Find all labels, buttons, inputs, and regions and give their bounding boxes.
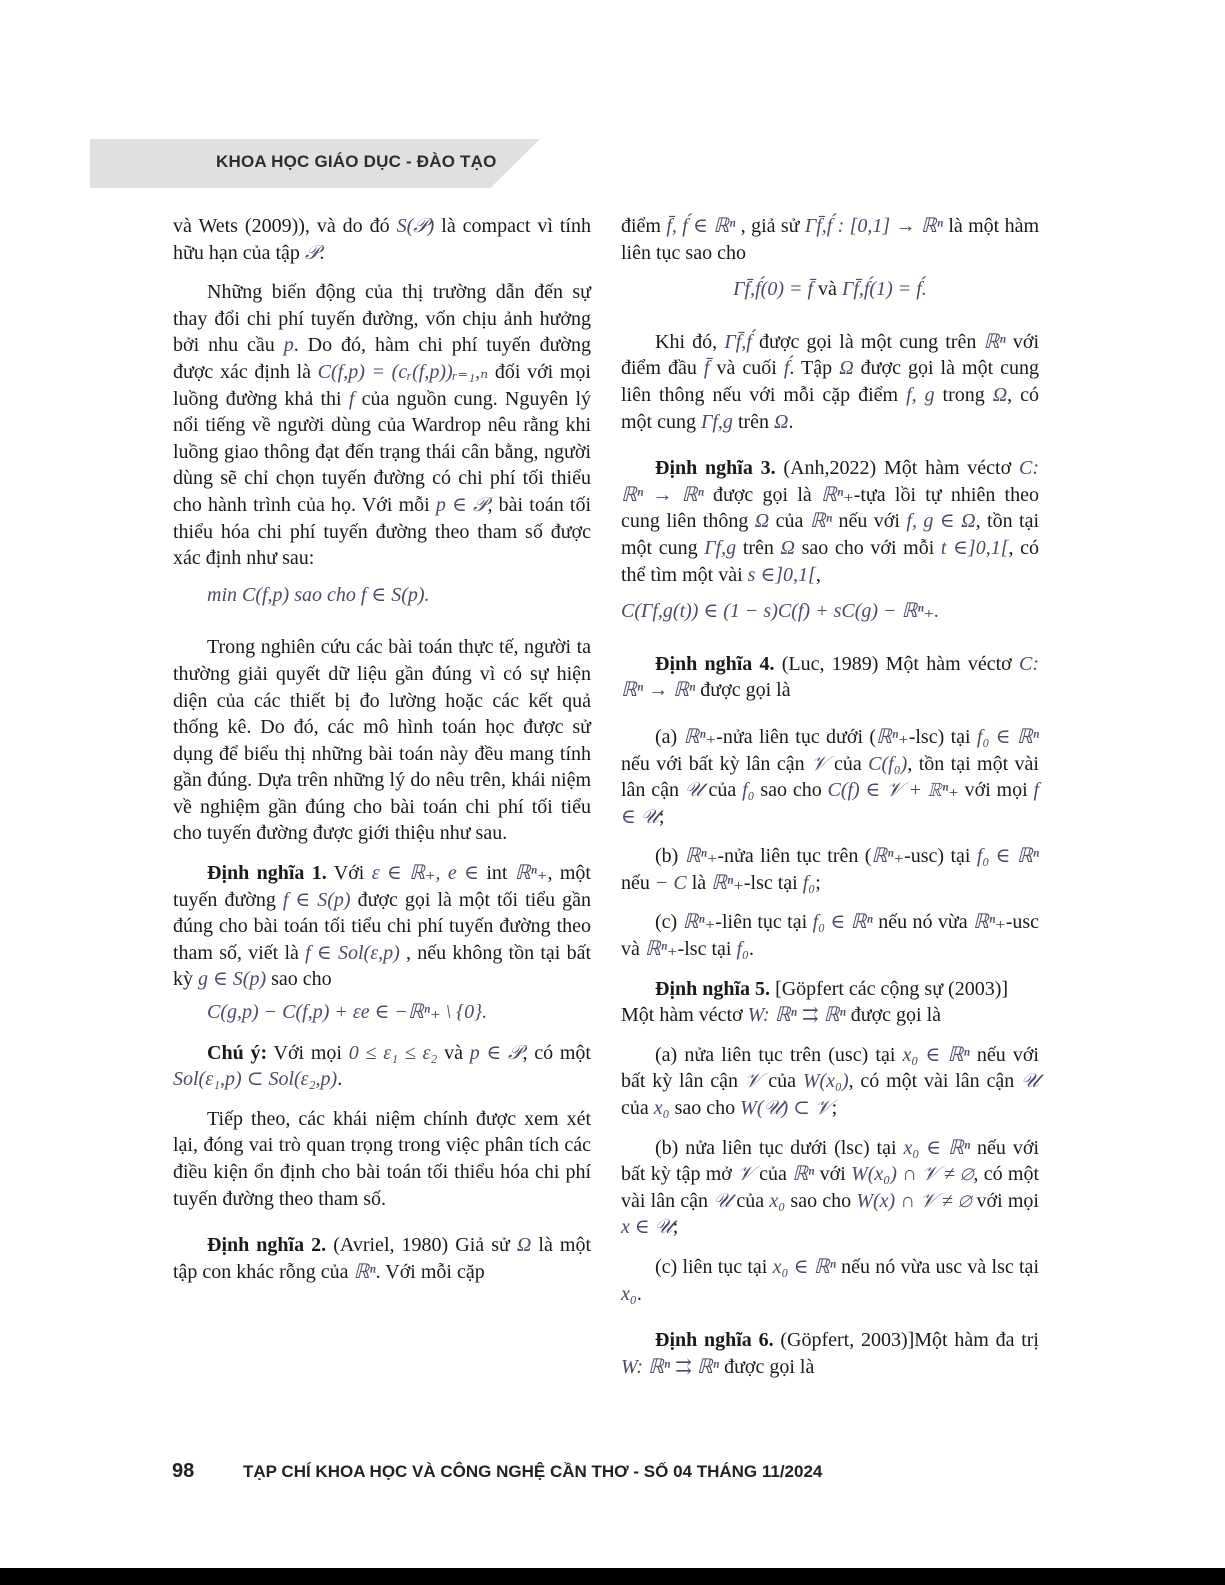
text: , [815,563,821,586]
section-header: KHOA HỌC GIÁO DỤC - ĐÀO TẠO [216,152,497,171]
text: -nửa liên tục trên ( [717,845,872,868]
text: nếu với [832,510,907,533]
page-number: 98 [172,1460,195,1482]
math: x₀ [653,1097,670,1120]
definition-5-item-b [621,1135,1039,1241]
text: đối với mọi luồng đường khả thi [173,360,591,410]
text: nếu nó vừa [872,911,973,934]
text: . Do đó, hàm chi phí tuyến đường được xác định là [173,334,592,383]
math: S(𝒫) [396,215,435,237]
text: và [437,1041,470,1064]
equation-min-cost: min C(f,p) sao cho f ∈ S(p). [207,583,430,606]
math: f₀ [742,779,755,802]
text: với điểm đầu [621,330,1040,380]
definition-5-item-a [621,1042,1039,1122]
equation-quasiconvex: C(Γf,g(t)) ∈ (1 − s)C(f) + sC(g) − ℝⁿ₊. [621,600,940,623]
text: -lsc) tại [908,725,977,748]
text: Với [326,862,372,885]
math: ℝⁿ₊ [871,845,905,868]
math: ℝⁿ₊ [682,911,716,934]
text: . [319,241,325,264]
math: x ∈ 𝒰 [621,1216,673,1239]
text: là một tập con khác rỗng của [173,1234,591,1283]
definition-3 [621,455,1039,588]
text: , có một cung [621,383,1039,433]
math: f₀ ∈ ℝⁿ [976,725,1040,748]
math: 𝒫 [304,241,320,264]
math: C(f,p) = (cᵣ(f,p))ᵣ₌₁,ₙ [317,360,489,383]
text: với mọi [958,779,1034,802]
text: (c) [655,911,683,934]
math: f, g ∈ Ω [906,510,976,533]
text: với mọi [971,1189,1039,1212]
text: . [337,1068,343,1091]
math: f₀ [736,938,749,961]
math: Γf̄,f́(0) = f̄ [733,278,814,301]
math: g ∈ S(p) [198,968,267,991]
definition-4 [621,651,1039,704]
right-column [621,213,1039,1393]
math: f, g [906,383,935,406]
text: , có một vài lân cận [621,1163,1040,1212]
math: ℝⁿ [809,510,833,533]
equation-arc-endpoints [621,276,1039,303]
math: p ∈ 𝒫 [435,493,488,516]
math: 𝒱 [810,752,828,775]
text: [Göpfert các cộng sự (2003)] Một hàm véctơ [621,977,1009,1027]
math: Ω [774,410,789,433]
math: p ∈ 𝒫 [469,1041,523,1064]
math: p [283,334,294,357]
definition-4-item-b [621,843,1039,896]
text: , một tuyến đường [173,862,591,911]
text: . Tập [789,357,840,380]
text: (Avriel, 1980) Giả sử [326,1234,517,1257]
text: được gọi là [695,679,791,702]
text: được gọi là [845,1004,942,1027]
math: − C [654,871,687,894]
text: -tựa lồi tự nhiên theo cung liên thông [621,483,1039,533]
text: là compact vì tính hữu hạn của tập [173,215,591,264]
math: W: ℝⁿ ⇉ ℝⁿ [747,1004,846,1027]
text: sao cho với mỗi [795,536,941,559]
text: sao cho [754,779,828,802]
definition-2 [173,1232,591,1285]
math: f₀ ∈ ℝⁿ [812,911,873,934]
math: 0 ≤ ε₁ ≤ ε₂ [348,1041,438,1064]
math: ℝⁿ₊ [684,845,718,868]
math: Ω [780,536,795,559]
text: -nửa liên tục dưới ( [716,725,876,748]
text: , bài toán tối thiểu hóa chi phí tuyến đường theo tham số được xác định như sau: [173,493,592,570]
math: f ∈ Sol(ε,p) [305,941,400,964]
text: , có một [522,1041,591,1064]
text: được gọi là một cung liên thông nếu với mỗi cặp điểm [621,357,1040,406]
math: Γf,g [704,536,737,559]
text: sao cho [266,968,332,991]
math: W(x₀) ∩ 𝒱 ≠ ∅ [851,1163,974,1186]
paragraph: Trong nghiên cứu các bài toán thực tế, người ta thường giải quyết dữ liệu gần đúng vì có sự hiện diện của các thiết bị đo lường hoặc các kết quả thống kê. Do đó, các mô hình toán học được sử dụng để biểu thị những bài toán này đều mang tính gần đúng. Dựa trên những lý do nêu trên, khái niệm về nghiệm gần đúng cho bài toán chi phí tối tiểu cho tuyến đường được giới thiệu như sau. [173,636,591,845]
math: Γf̄,f́ [724,330,752,353]
text: với [814,1163,852,1186]
text: (b) [655,845,685,868]
math: 𝒰 [1021,1070,1039,1093]
text: của [761,1070,803,1093]
math: 𝒱 [737,1163,754,1186]
text: Những biến động của thị trường dẫn đến sự thay đổi chi phí tuyến đường, vốn chịu ảnh hưởng bởi nhu cầu [173,281,591,357]
math: W(x) ∩ 𝒱 ≠ ∅ [856,1189,972,1212]
math: f̄, f́ ∈ ℝⁿ [666,215,736,237]
math: f́ [783,357,790,380]
text: -liên tục tại [715,911,813,934]
text: điểm [621,215,667,237]
text: (b) nửa liên tục dưới (lsc) tại [655,1136,904,1159]
math: f₀ ∈ ℝⁿ [976,845,1039,868]
text: của [753,1163,793,1186]
math: C(f₀) [868,752,908,775]
text: của [702,779,743,802]
text: -usc và [621,911,1040,961]
text: ; [815,871,821,894]
math: C: ℝⁿ → ℝⁿ [621,457,1039,506]
math: C(f) ∈ 𝒱 + ℝⁿ₊ [827,779,959,802]
text: , tồn tại một cung [621,510,1040,559]
text: ; [831,1097,838,1120]
math: Γf̄,f́ : [0,1] → ℝⁿ [804,215,944,237]
math: t ∈]0,1[ [940,536,1009,559]
text: của [769,510,810,533]
math: W: ℝⁿ ⇉ ℝⁿ [621,1355,720,1378]
equation-approx-min: C(g,p) − C(f,p) + εe ∈ −ℝⁿ₊ \ {0}. [207,1001,488,1024]
text: (c) liên tục tại [655,1256,773,1278]
text: được gọi là một cung trên [751,330,984,353]
text: trên [732,410,775,433]
text: , tồn tại một vài lân cận [621,752,1039,802]
text: được gọi là [719,1355,815,1378]
text: . Với mỗi cặp [375,1260,485,1283]
definition-label: Định nghĩa 1. [207,862,327,885]
definition-6 [621,1327,1039,1380]
text: là [686,871,712,894]
text: , có một vài lân cận [848,1070,1021,1093]
text: sao cho [785,1189,857,1212]
text: được gọi là [703,483,822,506]
left-column [173,213,591,1298]
paragraph [173,213,591,266]
math: Ω [754,510,770,533]
text: trong [934,383,993,406]
text: nếu [621,871,655,894]
math: Ω [839,357,854,380]
text: (Anh,2022) Một hàm véctơ [775,457,1019,480]
text: , có thể tìm một vài [621,536,1039,586]
math: 𝒰 [684,779,703,802]
note-label: Chú ý: [207,1041,268,1064]
math: Ω [516,1234,532,1257]
text: và [813,278,842,301]
math: s ∈]0,1[ [747,563,816,586]
text: được gọi là một tối tiểu gần đúng cho bài toán tối tiểu chi phí tuyến đường theo tham số, viết là [173,888,591,964]
text: -lsc tại [677,938,737,961]
text: Khi đó, [655,330,725,353]
math: 𝒱 [744,1070,762,1093]
text: . [636,1282,642,1305]
definition-label: Định nghĩa 6. [655,1329,774,1352]
math: x₀ ∈ ℝⁿ [902,1043,970,1066]
math: x₀ [621,1282,637,1305]
math: ℝⁿ₊ [821,483,854,506]
text: . [748,938,754,961]
journal-footer: TẠP CHÍ KHOA HỌC VÀ CÔNG NGHỆ CẦN THƠ - SỐ 04 THÁNG 11/2024 [243,1462,823,1481]
text: (Göpfert, 2003)]Một hàm đa trị [773,1329,1039,1352]
math: ℝⁿ₊ [711,871,744,894]
math: W(𝒰) ⊂ 𝒱 [740,1097,832,1120]
math: ℝⁿ [983,330,1006,353]
math: f [348,387,355,410]
text: nếu với bất kỳ tập mở [621,1136,1039,1186]
definition-1 [173,860,591,993]
text: và cuối [709,357,784,380]
math: C: ℝⁿ → ℝⁿ [621,652,1039,702]
text: ; [672,1216,679,1239]
text: , nếu không tồn tại bất kỳ [173,941,591,991]
definition-label: Định nghĩa 2. [207,1234,327,1257]
math: x₀ ∈ ℝⁿ [903,1136,971,1159]
math: ℝⁿ₊ [644,938,678,961]
paragraph [173,279,591,572]
math: x₀ ∈ ℝⁿ [772,1256,836,1278]
text: (a) nửa liên tục trên (usc) tại [655,1043,903,1066]
text: nếu với bất kỳ lân cận [621,752,811,775]
math: Γf,g [701,410,733,433]
text: của [621,1097,654,1120]
math: Sol(ε₁,p) ⊂ Sol(ε₂,p) [173,1068,338,1091]
text: -lsc tại [743,871,803,894]
text: của nguồn cung. Nguyên lý nổi tiếng về người dùng của Wardrop nêu rằng khi luồng giao thông đạt đến trạng thái cân bằng, người dùng sẽ chỉ chọn tuyến đường có chi phí tối thiểu cho hành trình của họ. Với mỗi [173,387,591,516]
math: ℝⁿ₊ [972,911,1006,934]
math: ℝⁿ [792,1163,815,1186]
definition-4-item-c [621,909,1039,962]
text: -usc) tại [904,845,977,868]
math: f̄ [703,357,710,380]
text: và Wets (2009)), và do đó [173,215,397,237]
definition-label: Định nghĩa 3. [655,457,776,480]
math: 𝒰 [713,1189,732,1212]
text: ; [658,805,665,828]
text: Với mọi [267,1041,349,1064]
math: Γf̄,f́(1) = f́. [841,278,927,301]
text: , giả sử [735,215,805,237]
math: x₀ [769,1189,786,1212]
math: f ∈ S(p) [282,888,351,911]
note [173,1040,591,1093]
bottom-edge-bar [0,1568,1225,1585]
text: trên [736,536,781,559]
text: . [788,410,794,433]
math: ℝⁿ [353,1260,376,1283]
text: nếu với bất kỳ lân cận [621,1043,1039,1093]
definition-label: Định nghĩa 5. [655,977,771,1000]
text: của [827,752,869,775]
paragraph [621,329,1039,435]
text: là một hàm liên tục sao cho [621,215,1040,264]
text: của [731,1189,770,1212]
definition-4-item-a [621,724,1039,830]
math: Ω [992,383,1008,406]
definition-label: Định nghĩa 4. [655,652,775,675]
math: W(x₀) [802,1070,849,1093]
math: ℝⁿ₊ [514,862,548,885]
definition-5 [621,976,1039,1029]
math: ℝⁿ₊ [683,725,717,748]
math: f₀ [802,871,816,894]
math: ℝⁿ₊ [876,725,909,748]
text: (a) [655,725,684,748]
math: ε ∈ ℝ₊, e ∈ [371,862,479,885]
text: sao cho [669,1097,741,1120]
paragraph [621,213,1039,266]
text: int [478,862,515,885]
text: (Luc, 1989) Một hàm véctơ [774,652,1019,675]
definition-5-item-c [621,1254,1039,1307]
paragraph: Tiếp theo, các khái niệm chính được xem xét lại, đóng vai trò quan trọng trong việc phân tích các điều kiện ổn định cho bài toán tối thiểu hóa chi phí tuyến đường theo tham số. [173,1107,591,1210]
math: f ∈ 𝒰 [621,779,1039,828]
text: nếu nó vừa usc và lsc tại [835,1256,1039,1278]
